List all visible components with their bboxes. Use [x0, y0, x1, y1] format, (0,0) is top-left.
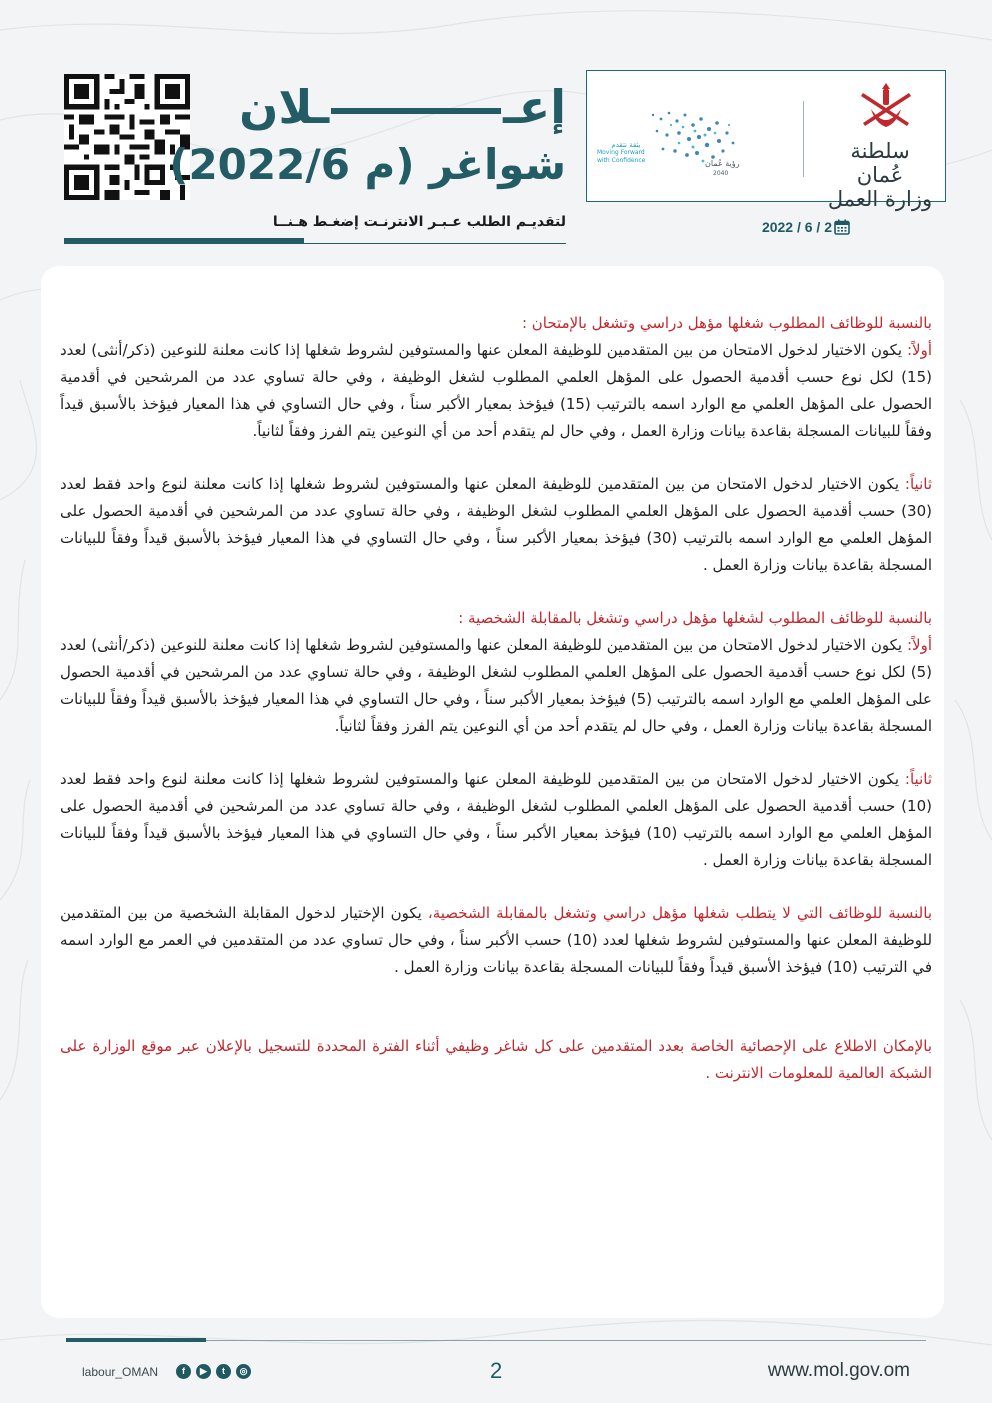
title-kashida-bar — [331, 108, 501, 114]
statistics-notice: بالإمكان الاطلاع على الإحصائية الخاصة بعدد المتقدمين على كل شاغر وظيفي أثناء الفترة المحددة للتسجيل بالإعلان عبر موقع الوزارة على الشبكة العالمية للمعلومات الانترنت . — [60, 1037, 932, 1082]
footer-divider — [66, 1340, 926, 1341]
logo-divider — [803, 101, 804, 177]
vision-2040-graphic — [633, 95, 753, 181]
paragraph: أولاً: يكون الاختيار لدخول الامتحان من بين المتقدمين للوظيفة المعلن عنها والمستوفين لشروط شغلها إذا كانت معلنة للنوعين (ذكر/أنثى) لعدد (15) لكل نوع حسب أقدمية الحصول على المؤهل العلمي المطلوب لشغل الوظيفة ، وفي حالة تساوي عدد من المرشحين في أقدمية الحصول على المؤهل العلمي مع الوارد اسمه بالترتيب (15) فيؤخذ بمعيار الأكبر سناً ، وفي حال التساوي في هذا المعيار فيؤخذ بالأسبق قيداً وفقاً للبيانات المسجلة بقاعدة بيانات وزارة العمل ، وفي حال لم يتقدم أحد من أي النوعين يتم الفرز وفقاً لثانياً. — [60, 341, 932, 440]
page-number: 2 — [490, 1358, 503, 1383]
youtube-icon[interactable]: ▶ — [196, 1364, 211, 1379]
section-heading: بالنسبة للوظائف المطلوب لشغلها مؤهل دراسي وتشغل بالمقابلة الشخصية : — [458, 609, 932, 627]
section-heading: بالنسبة للوظائف المطلوب شغلها مؤهل دراسي وتشغل بالإمتحان : — [521, 314, 932, 332]
section-heading-inline: بالنسبة للوظائف التي لا يتطلب شغلها مؤهل دراسي وتشغل بالمقابلة الشخصية، — [427, 904, 932, 922]
header-underline — [64, 238, 566, 244]
item-label: ثانياً: — [904, 475, 932, 493]
website-link[interactable]: www.mol.gov.om — [767, 1360, 910, 1381]
item-label: أولاً: — [906, 636, 932, 654]
paragraph: بالنسبة للوظائف التي لا يتطلب شغلها مؤهل دراسي وتشغل بالمقابلة الشخصية، يكون الإختيار لدخول المقابلة الشخصية من بين المتقدمين للوظيفة المعلن عنها والمستوفين لشروط شغلها لعدد (10) حسب الأكبر سناً ، وفي حال تساوي عدد من المتقدمين في العمر مع الوارد اسمه في الترتيب (10) فيؤخذ الأسبق قيداً وفقاً للبيانات المسجلة بقاعدة بيانات وزارة العمل . — [60, 904, 933, 976]
apply-online-link[interactable]: لتقديـم الطلب عـبـر الانترنـت إضغـط هـنــا — [272, 214, 566, 230]
oman-emblem-icon — [853, 79, 919, 137]
instagram-icon[interactable]: ◎ — [236, 1364, 251, 1379]
paragraph: أولاً: يكون الاختيار لدخول الامتحان من بين المتقدمين للوظيفة المعلن عنها والمستوفين لشروط شغلها إذا كانت معلنة للنوعين (ذكر/أنثى) لعدد (5) لكل نوع حسب أقدمية الحصول على المؤهل العلمي المطلوب لشغل الوظيفة ، وفي حالة تساوي عدد من المرشحين في أقدمية الحصول على المؤهل العلمي مع الوارد اسمه بالترتيب (5) فيؤخذ بمعيار الأكبر سناً ، وفي حال التساوي في هذا المعيار فيؤخذ بالأسبق قيداً وفقاً للبيانات المسجلة بقاعدة بيانات وزارة العمل ، وفي حال لم يتقدم أحد من أي النوعين يتم الفرز وفقاً لثانياً. — [60, 636, 932, 735]
social-handle[interactable]: labour_OMAN — [82, 1365, 159, 1379]
calendar-icon — [834, 219, 850, 235]
paragraph: ثانياً: يكون الاختيار لدخول الامتحان من بين المتقدمين للوظيفة المعلن عنها والمستوفين لشروط شغلها إذا كانت معلنة لنوع واحد فقط لعدد (30) حسب أقدمية الحصول على المؤهل العلمي المطلوب لشغل الوظيفة ، وفي حالة تساوي عدد من المرشحين في أقدمية الحصول على المؤهل العلمي مع الوارد اسمه بالترتيب (30) فيؤخذ بمعيار الأكبر سناً ، وفي حال التساوي في هذا المعيار فيؤخذ بالأسبق قيداً وفقاً للبيانات المسجلة بقاعدة بيانات وزارة العمل . — [60, 475, 932, 574]
item-label: أولاً: — [906, 341, 932, 359]
vision-label: رؤية عُمان — [705, 159, 740, 168]
ministry-logo-box — [586, 70, 946, 211]
item-label: ثانياً: — [904, 770, 932, 788]
paragraph: ثانياً: يكون الاختيار لدخول الامتحان من بين المتقدمين للوظيفة المعلن عنها والمستوفين لشروط شغلها إذا كانت معلنة لنوع واحد فقط لعدد (10) حسب أقدمية الحصول على المؤهل العلمي المطلوب لشغل الوظيفة ، وفي حالة تساوي عدد من المرشحين في أقدمية الحصول على المؤهل العلمي مع الوارد اسمه بالترتيب (10) فيؤخذ بمعيار الأكبر سناً ، وفي حال التساوي في هذا المعيار فيؤخذ بالأسبق قيداً وفقاً للبيانات المسجلة بقاعدة بيانات وزارة العمل . — [60, 770, 932, 869]
announcement-title: إعــلان — [239, 80, 566, 134]
ministry-name: سلطنة عُمان وزارة العمل — [827, 139, 933, 211]
twitter-icon[interactable]: t — [216, 1364, 231, 1379]
vacancies-title: شواغر (م 2022/6) — [169, 140, 566, 189]
announcement-date: 2022 / 6 / 2 — [761, 219, 832, 235]
facebook-icon[interactable]: f — [176, 1364, 191, 1379]
vision-year: 2040 — [713, 170, 729, 177]
vision-tagline: بثقة نتقدم Moving Forward with Confidence — [597, 141, 646, 164]
announcement-body — [60, 310, 932, 1087]
social-icons — [176, 1364, 251, 1379]
